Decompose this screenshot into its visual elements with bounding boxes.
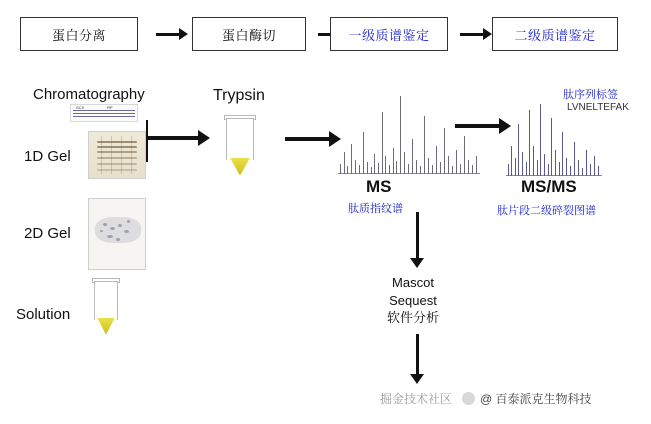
- workflow-step-protein-digestion: [192, 17, 306, 51]
- arrow-to-ms: [285, 131, 343, 147]
- trypsin-label: Trypsin: [213, 87, 265, 104]
- avatar: [462, 392, 475, 405]
- software-analysis-label: 软件分析: [386, 310, 439, 326]
- ms-caption: 肽质指纹谱: [348, 203, 403, 215]
- solution-tube-image: [94, 281, 118, 337]
- peptide-sequence-tag-title: 肽序列标签: [563, 89, 618, 101]
- workflow-step-protein-separation: [20, 17, 138, 51]
- author-name: @ 百泰派克生物科技: [480, 392, 592, 406]
- peptide-sequence-annotation: LVNELTEFAK: [567, 102, 629, 113]
- workflow-arrow-1: [156, 28, 188, 40]
- chrom-strip-label-scx: SCX: [76, 105, 85, 110]
- chromatography-strip-image: [70, 104, 138, 122]
- gel-2d-label: 2D Gel: [24, 225, 71, 242]
- software-name-sequest: Sequest: [389, 292, 437, 308]
- workflow-step-label: 蛋白分离: [51, 27, 106, 43]
- arrow-to-result: [410, 334, 424, 384]
- workflow-step-ms1: [330, 17, 448, 51]
- chromatography-label: Chromatography: [33, 86, 145, 103]
- gel-1d-image: [88, 131, 146, 179]
- software-analysis-block: [372, 274, 454, 327]
- workflow-step-label: 蛋白酶切: [221, 27, 276, 43]
- arrow-to-trypsin: [148, 130, 212, 146]
- solution-label: Solution: [16, 306, 71, 323]
- workflow-step-ms2: [492, 17, 618, 51]
- msms-caption: 肽片段二级碎裂图谱: [497, 205, 596, 217]
- workflow-step-label: 一级质谱鉴定: [348, 27, 430, 43]
- watermark-text: 掘金技术社区: [380, 392, 453, 406]
- chrom-strip-label-rp: RP: [107, 105, 113, 110]
- arrow-to-msms: [455, 118, 513, 134]
- gel-1d-label: 1D Gel: [24, 148, 71, 165]
- gel-2d-image: [88, 198, 146, 270]
- footer-watermark: [380, 390, 592, 407]
- ms-title: MS: [366, 177, 392, 196]
- msms-spectrum-chart: [506, 104, 602, 176]
- ms-spectrum-chart: [338, 96, 480, 174]
- trypsin-tube-image: [226, 118, 254, 178]
- software-name-mascot: Mascot: [392, 275, 434, 290]
- arrow-to-software: [410, 212, 424, 268]
- workflow-step-label: 二级质谱鉴定: [514, 27, 596, 43]
- msms-title: MS/MS: [521, 177, 577, 196]
- workflow-arrow-3: [460, 28, 492, 40]
